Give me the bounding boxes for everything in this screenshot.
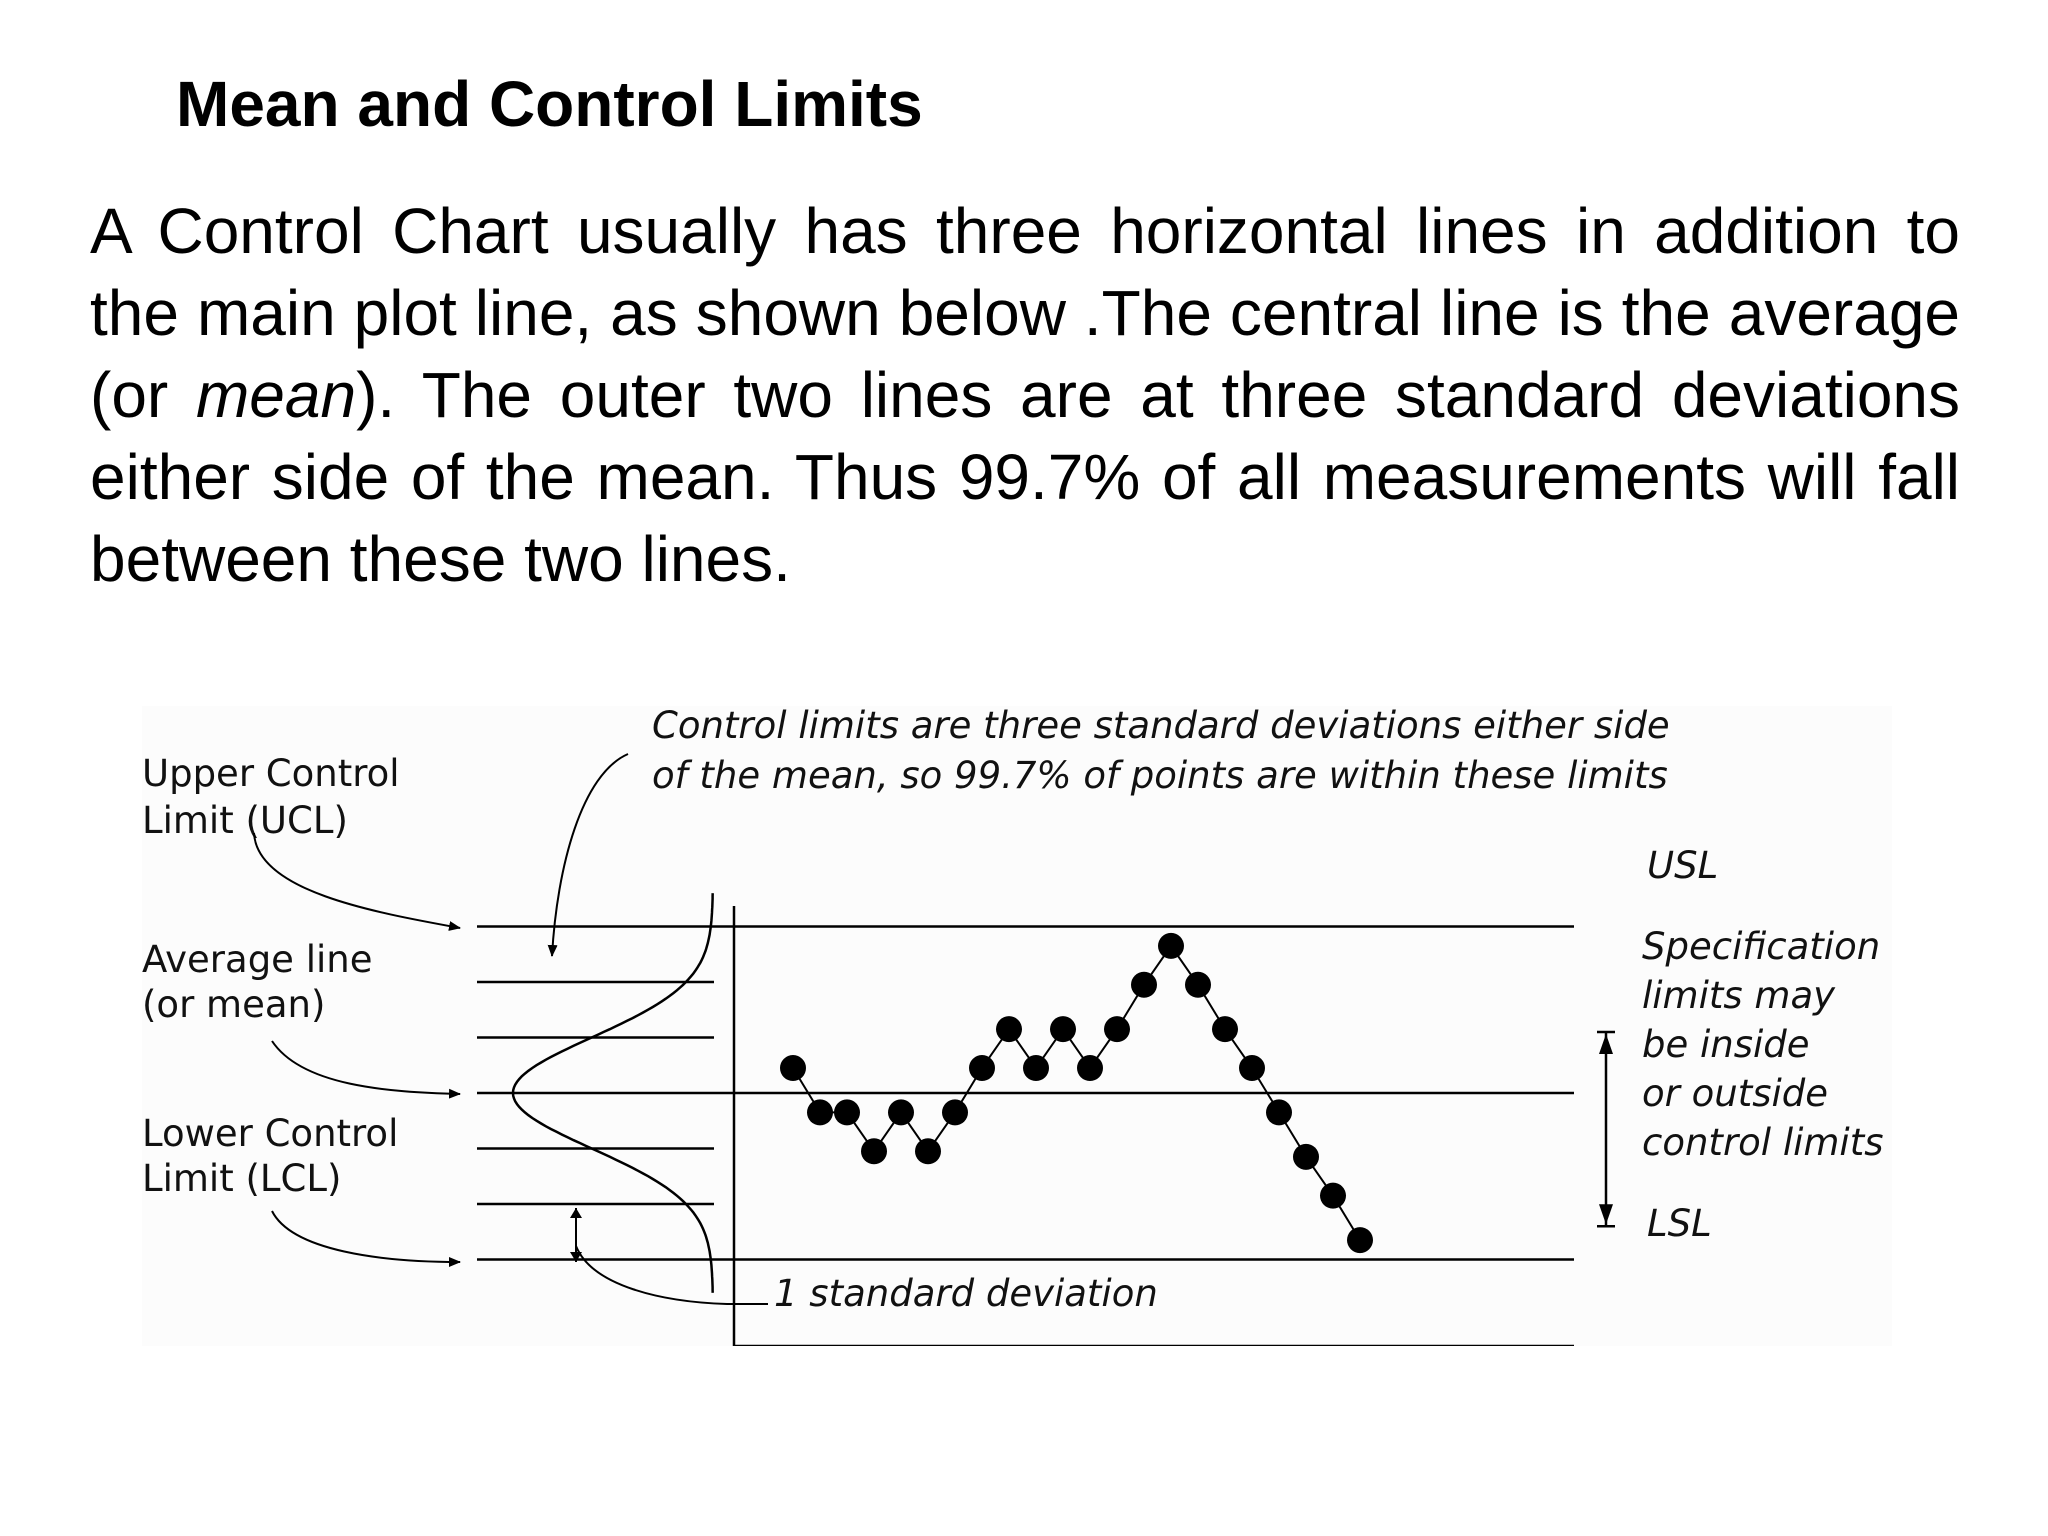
control-limits-note-line1: Control limits are three standard deviations either side (652, 706, 1670, 747)
std-dev-leader-line (576, 1246, 768, 1304)
data-point-6 (915, 1138, 941, 1164)
average-label-line1: Average line (142, 938, 373, 981)
data-point-8 (969, 1055, 995, 1081)
data-point-18 (1239, 1055, 1265, 1081)
reference-lines (477, 927, 1574, 1260)
spec-note-line3: be inside (1642, 1023, 1810, 1066)
data-point-10 (1023, 1055, 1049, 1081)
lsl-arrow-icon (1599, 1204, 1613, 1224)
data-point-4 (861, 1138, 887, 1164)
spec-note-line5: control limits (1642, 1121, 1884, 1164)
data-point-14 (1131, 972, 1157, 998)
average-label-line2: (or mean) (142, 983, 326, 1026)
lsl-label: LSL (1647, 1202, 1712, 1245)
data-point-5 (888, 1099, 914, 1125)
data-point-21 (1320, 1183, 1346, 1209)
data-point-9 (996, 1016, 1022, 1042)
data-point-13 (1104, 1016, 1130, 1042)
usl-label: USL (1647, 844, 1719, 887)
data-point-20 (1293, 1144, 1319, 1170)
data-point-19 (1266, 1099, 1292, 1125)
data-point-1 (780, 1055, 806, 1081)
intro-paragraph (90, 190, 1960, 600)
control-chart-svg (142, 706, 1892, 1346)
usl-arrow-icon (1599, 1034, 1613, 1054)
ucl-label-line1: Upper Control (142, 752, 400, 795)
data-point-16 (1185, 972, 1211, 998)
intro-text-emphasis: mean (195, 359, 357, 431)
std-dev-label: 1 standard deviation (774, 1272, 1158, 1315)
intro-text-part1: A Control Chart usually has three horizontal lines in addition to the main plot line, as shown below .The central line is the average (or (90, 195, 1960, 431)
spec-note-line1: Specification (1642, 925, 1881, 968)
spec-note-line4: or outside (1642, 1072, 1829, 1115)
lcl-pointer-arrow (272, 1211, 460, 1262)
data-point-7 (942, 1099, 968, 1125)
ucl-pointer-arrow (254, 833, 460, 928)
slide-title: Mean and Control Limits (176, 68, 923, 140)
lcl-label-line1: Lower Control (142, 1112, 399, 1155)
lcl-label-line2: Limit (LCL) (142, 1157, 342, 1200)
average-pointer-arrow (272, 1041, 460, 1094)
control-chart-diagram (142, 706, 1892, 1346)
ucl-label-line2: Limit (UCL) (142, 799, 348, 842)
spec-note-line2: limits may (1642, 974, 1836, 1017)
control-limits-note-line2: of the mean, so 99.7% of points are within these limits (652, 754, 1668, 797)
intro-text-part2: ). The outer two lines are at three standard deviations either side of the mean. Thus 99.7% of all measurements will fall between these two lines. (90, 359, 1961, 595)
std-dev-arrow-up-icon (570, 1208, 582, 1218)
data-point-11 (1050, 1016, 1076, 1042)
spec-limit-bracket (1597, 1032, 1615, 1226)
data-point-12 (1077, 1055, 1103, 1081)
data-point-3 (834, 1099, 860, 1125)
data-point-2 (807, 1099, 833, 1125)
data-point-15 (1158, 933, 1184, 959)
data-point-17 (1212, 1016, 1238, 1042)
data-point-22 (1347, 1227, 1373, 1253)
